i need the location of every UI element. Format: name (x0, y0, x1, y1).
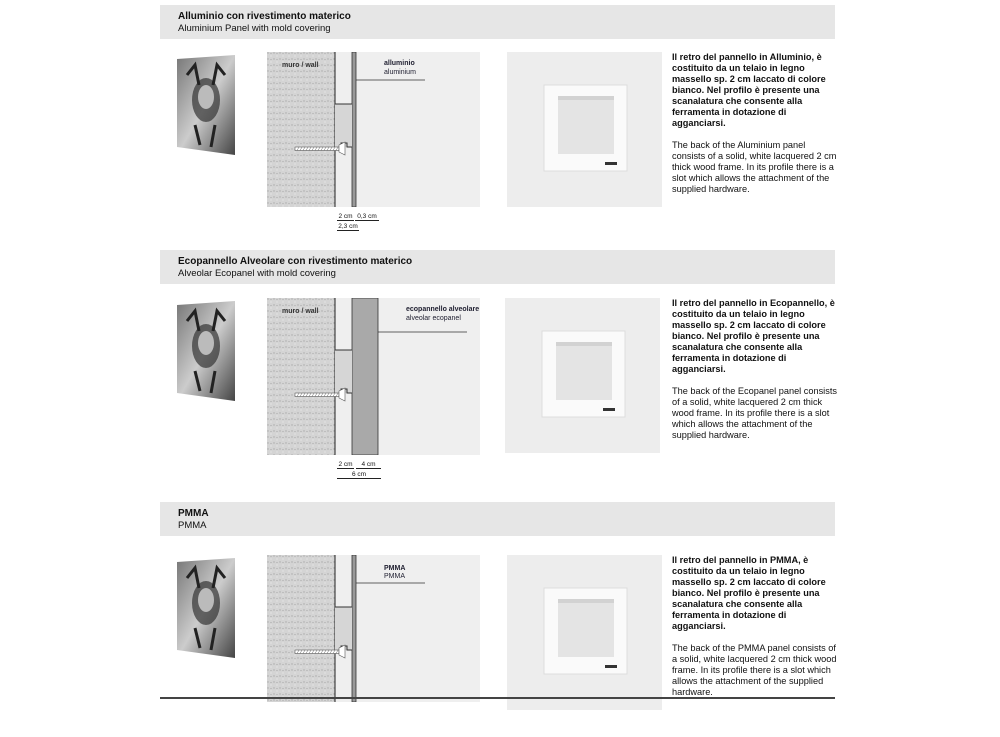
section-title: Alluminio con rivestimento materico (178, 11, 351, 22)
dimension-label: 0,3 cm (355, 213, 379, 221)
dimension-label: 2 cm (338, 213, 353, 220)
bottom-rule (160, 697, 835, 699)
mounting-section-diagram (267, 52, 480, 242)
description-english: The back of the PMMA panel consists of a solid, white lacquered 2 cm thick wood frame. In its profile there is a slot which allows the attachment of the supplied hardware. (672, 643, 837, 697)
mounting-section-diagram (267, 298, 480, 490)
panel-layer (352, 52, 356, 207)
wall-label: muro / wall (282, 308, 319, 315)
wall-hatch (267, 298, 335, 455)
wall-label: muro / wall (282, 62, 319, 69)
wall-hatch (267, 52, 335, 207)
material-label-it: PMMA (384, 565, 406, 572)
product-thumbnail (175, 55, 237, 155)
description-italian: Il retro del pannello in Alluminio, è costituito da un telaio in legno massello sp. 2 cm laccato di colore bianco. Nel profilo è presente una scanalatura che consente alla ferramenta in dotazione di agganciarsi. (672, 52, 826, 128)
panel-layer (352, 298, 378, 455)
product-thumbnail (175, 558, 237, 658)
section-header (160, 502, 835, 536)
mounting-section-diagram (267, 555, 480, 737)
panel-back-photo (505, 298, 660, 453)
section-subtitle: Aluminium Panel with mold covering (178, 23, 331, 34)
section-header (160, 250, 835, 284)
description (672, 555, 837, 698)
dimension-label: 2 cm (338, 461, 353, 468)
description-italian: Il retro del pannello in PMMA, è costituito da un telaio in legno massello sp. 2 cm laccato di colore bianco. Nel profilo è presente una scanalatura che consente alla ferramenta in dotazione di agganciarsi. (672, 555, 826, 631)
description-english: The back of the Ecopanel panel consists of a solid, white lacquered 2 cm thick wood frame. In its profile there is a slot which allows the attachment of the supplied hardware. (672, 386, 837, 440)
section-2 (160, 502, 835, 700)
dimension-label: 6 cm (337, 471, 381, 479)
description (672, 298, 837, 441)
material-label-en: aluminium (384, 69, 416, 76)
wall-hatch (267, 555, 335, 702)
section-header (160, 5, 835, 39)
material-label-it: ecopannello alveolare (406, 306, 480, 313)
description (672, 52, 837, 195)
dimension-label: 4 cm (356, 461, 381, 469)
description-italian: Il retro del pannello in Ecopannello, è costituito da un telaio in legno massello sp. 2 cm laccato di colore bianco. Nel profilo è presente una scanalatura che consente alla ferramenta in dotazione di agganciarsi. (672, 298, 835, 374)
panel-back-photo (507, 52, 662, 207)
panel-layer (352, 555, 356, 702)
product-thumbnail (175, 301, 237, 401)
description-english: The back of the Aluminium panel consists of a solid, white lacquered 2 cm thick wood frame. In its profile there is a slot which allows the attachment of the supplied hardware. (672, 140, 837, 194)
material-label-en: alveolar ecopanel (406, 315, 461, 322)
section-subtitle: Alveolar Ecopanel with mold covering (178, 268, 336, 279)
material-label-it: alluminio (384, 60, 415, 67)
dimension-label: 2,3 cm (338, 223, 358, 230)
panel-back-photo (507, 555, 662, 710)
section-title: PMMA (178, 508, 209, 519)
section-title: Ecopannello Alveolare con rivestimento materico (178, 256, 413, 267)
material-label-en: PMMA (384, 573, 405, 580)
section-subtitle: PMMA (178, 520, 207, 531)
